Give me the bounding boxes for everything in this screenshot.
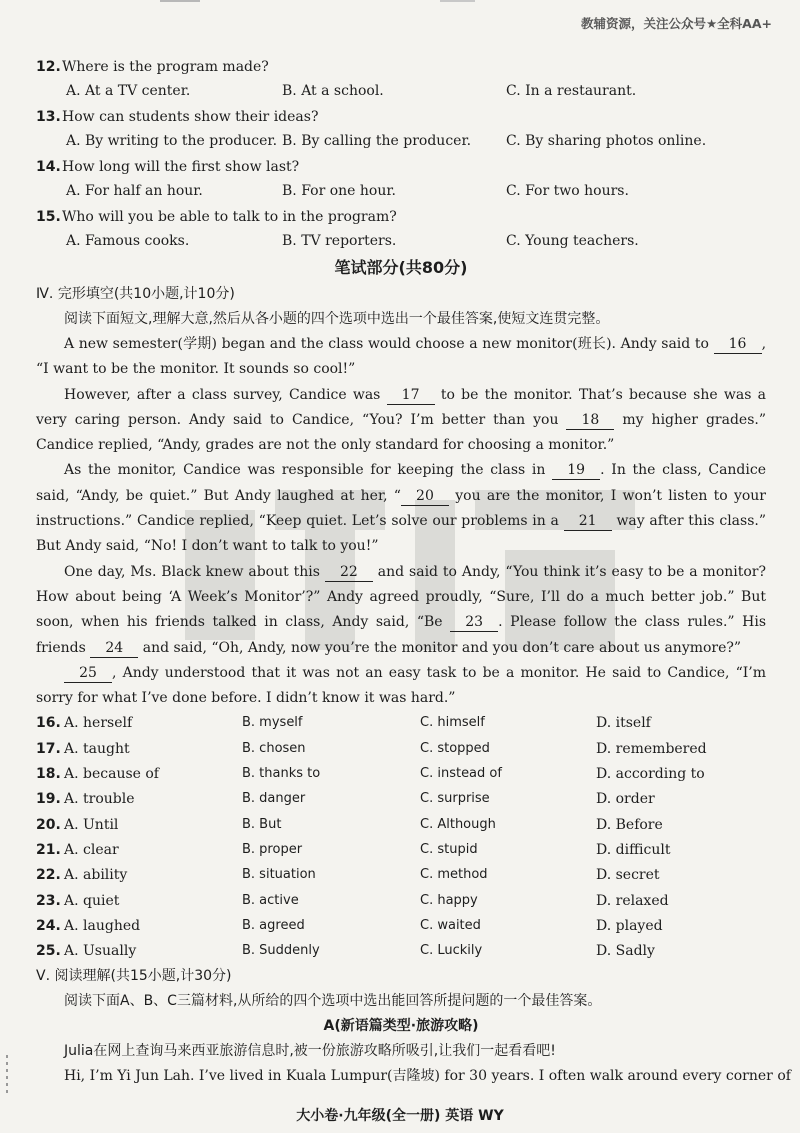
cloze-paragraph-4: One day, Ms. Black knew about this 22 and said to Andy, “You think it’s easy to be a monitor? How about being ‘A Week’s Monitor’?” Andy agreed proudly, “Sure, I’ll do a much better job.” But soon, when his friends talked in class, Andy said, “Be 23 . Please follow the class rules.” His friends 24 and said, “Oh, Andy, now you’re the monitor and you don’t care about us anymore?” xyxy=(36,563,767,656)
cloze-paragraph-5: 25 , Andy understood that it was not an easy task to be a monitor. He said to Candice, “I’m sorry for what I’ve done before. I didn’t know it was hard.” xyxy=(36,664,766,707)
options-row-22 xyxy=(36,863,766,888)
option-b: B. situation xyxy=(242,867,316,883)
option-b: B. By calling the producer. xyxy=(282,133,472,149)
question-number: 14. xyxy=(36,158,61,175)
cloze-paragraph-3: As the monitor, Candice was responsible for keeping the class in 19 . In the class, Candice said, “Andy, be quiet.” But Andy laughed at her, “ 20 you are the monitor, I won’t listen to your instructions.” Candice replied, “Keep quiet. Let’s solve our problems in a 21 way after this class.” But Andy said, “No! I don’t want to talk to you!” xyxy=(36,462,767,555)
cloze-paragraph-1: A new semester(学期) began and the class would choose a new monitor(班长). Andy said to 16 , “I want to be the monitor. It sounds so cool!” xyxy=(36,336,767,378)
options-row-25 xyxy=(36,939,766,964)
question-number: 21. xyxy=(36,841,61,858)
option-b: B. TV reporters. xyxy=(282,233,397,249)
question-number: 25. xyxy=(36,943,61,960)
question-number: 20. xyxy=(36,816,61,833)
blank-25: 25 xyxy=(64,664,112,683)
question-number: 16. xyxy=(36,715,61,732)
question-number: 23. xyxy=(36,892,61,909)
options-row-18 xyxy=(36,762,766,787)
option-b: B. Suddenly xyxy=(242,943,320,959)
option-c: C. In a restaurant. xyxy=(506,83,637,99)
question-number: 22. xyxy=(36,867,61,884)
option-b: B. myself xyxy=(242,715,303,731)
options-row-20 xyxy=(36,813,766,838)
option-d: D. remembered xyxy=(596,740,707,757)
option-d: D. order xyxy=(596,791,655,808)
option-d: D. Sadly xyxy=(596,943,655,960)
option-c: C. Young teachers. xyxy=(506,233,639,249)
option-a: A. quiet xyxy=(64,892,120,909)
blank-18: 18 xyxy=(566,411,614,430)
option-b: B. active xyxy=(242,892,299,908)
reading-paragraph-1: Hi, I’m Yi Jun Lah. I’ve lived in Kuala Lumpur(吉隆坡) for 30 years. I often walk around every corner of xyxy=(64,1068,791,1085)
option-c: C. method xyxy=(420,867,488,883)
reading-instruction: 阅读下面A、B、C三篇材料,从所给的四个选项中选出能回答所提问题的一个最佳答案。 xyxy=(64,993,602,1010)
blank-17: 17 xyxy=(387,386,435,405)
option-d: D. Before xyxy=(596,816,663,833)
option-a: A. ability xyxy=(64,867,128,884)
blank-23: 23 xyxy=(450,613,498,632)
option-d: D. itself xyxy=(596,715,651,732)
question-text: Who will you be able to talk to in the program? xyxy=(62,208,397,225)
option-a: A. clear xyxy=(64,841,119,858)
option-d: D. secret xyxy=(596,867,660,884)
options-row-21 xyxy=(36,838,766,863)
option-a: A. laughed xyxy=(64,917,141,934)
option-c: C. By sharing photos online. xyxy=(506,133,707,149)
listening-q12 xyxy=(36,54,766,104)
binding-margin-dots xyxy=(6,1055,8,1095)
option-c: C. himself xyxy=(420,715,485,731)
header-source-note: 教辅资源，关注公众号★全科AA+ xyxy=(580,16,772,31)
cloze-paragraph-2: However, after a class survey, Candice was 17 to be the monitor. That’s because she was a very caring person. Andy said to Candice, “You? I’m better than you 18 my higher grades.” Candice replied, “Andy, grades are not the only standard for choosing a monitor.” xyxy=(36,386,767,454)
option-b: B. chosen xyxy=(242,740,306,756)
question-text: Where is the program made? xyxy=(62,58,269,75)
option-b: B. At a school. xyxy=(282,83,384,99)
blank-16: 16 xyxy=(714,335,762,354)
options-row-19 xyxy=(36,787,766,812)
option-a: A. herself xyxy=(64,715,133,732)
question-number: 18. xyxy=(36,766,61,783)
cloze-instruction: 阅读下面短文,理解大意,然后从各小题的四个选项中选出一个最佳答案,使短文连贯完整。 xyxy=(64,311,610,327)
option-c: C. stopped xyxy=(420,740,490,756)
listening-q14 xyxy=(36,154,766,204)
option-c: C. surprise xyxy=(420,791,490,807)
option-a: A. Until xyxy=(64,816,119,833)
option-a: A. Usually xyxy=(64,943,137,960)
option-b: B. thanks to xyxy=(242,766,321,782)
option-b: B. But xyxy=(242,816,282,832)
question-text: How can students show their ideas? xyxy=(62,108,319,125)
option-a: A. At a TV center. xyxy=(66,83,191,99)
written-section-title: 笔试部分(共80分) xyxy=(334,258,468,277)
blank-24: 24 xyxy=(90,639,138,658)
option-a: A. For half an hour. xyxy=(66,183,203,199)
option-d: D. difficult xyxy=(596,841,671,858)
options-row-24 xyxy=(36,914,766,939)
option-b: B. For one hour. xyxy=(282,183,396,199)
option-d: D. relaxed xyxy=(596,892,669,909)
main-content xyxy=(36,54,791,1090)
option-a: A. Famous cooks. xyxy=(66,233,190,249)
blank-21: 21 xyxy=(564,512,612,531)
question-text: How long will the first show last? xyxy=(62,158,300,175)
blank-22: 22 xyxy=(325,563,373,582)
page-footer: 大小卷·九年级(全一册) 英语 WY xyxy=(296,1108,504,1124)
listening-q15 xyxy=(36,204,766,254)
option-c: C. stupid xyxy=(420,841,478,857)
question-number: 12. xyxy=(36,58,61,75)
listening-q13 xyxy=(36,104,766,154)
question-number: 17. xyxy=(36,740,61,757)
cloze-options xyxy=(36,711,766,964)
reading-intro: Julia在网上查询马来西亚旅游信息时,被一份旅游攻略所吸引,让我们一起看看吧! xyxy=(64,1043,556,1060)
option-c: C. Although xyxy=(420,816,496,832)
option-c: C. happy xyxy=(420,892,478,908)
reading-a-subtitle: A(新语篇类型·旅游攻略) xyxy=(323,1018,479,1035)
blank-20: 20 xyxy=(401,487,449,506)
option-b: B. agreed xyxy=(242,917,305,933)
options-row-17 xyxy=(36,737,766,762)
option-a: A. because of xyxy=(64,766,159,783)
question-number: 19. xyxy=(36,791,61,808)
option-c: C. instead of xyxy=(420,766,502,782)
options-row-16 xyxy=(36,711,766,736)
option-b: B. danger xyxy=(242,791,306,807)
option-a: A. trouble xyxy=(64,791,135,808)
option-a: A. By writing to the producer. xyxy=(66,133,278,149)
option-a: A. taught xyxy=(64,740,130,757)
option-b: B. proper xyxy=(242,841,303,857)
option-c: C. Luckily xyxy=(420,943,483,959)
option-d: D. according to xyxy=(596,766,705,783)
blank-19: 19 xyxy=(552,461,600,480)
option-c: C. For two hours. xyxy=(506,183,629,199)
question-number: 24. xyxy=(36,917,61,934)
cloze-heading: Ⅳ. 完形填空(共10小题,计10分) xyxy=(36,286,235,302)
question-number: 15. xyxy=(36,208,61,225)
option-c: C. waited xyxy=(420,917,481,933)
reading-heading: Ⅴ. 阅读理解(共15小题,计30分) xyxy=(36,968,232,985)
question-number: 13. xyxy=(36,108,61,125)
option-d: D. played xyxy=(596,917,663,934)
scan-mark xyxy=(440,0,475,2)
scan-mark xyxy=(160,0,200,2)
options-row-23 xyxy=(36,889,766,914)
